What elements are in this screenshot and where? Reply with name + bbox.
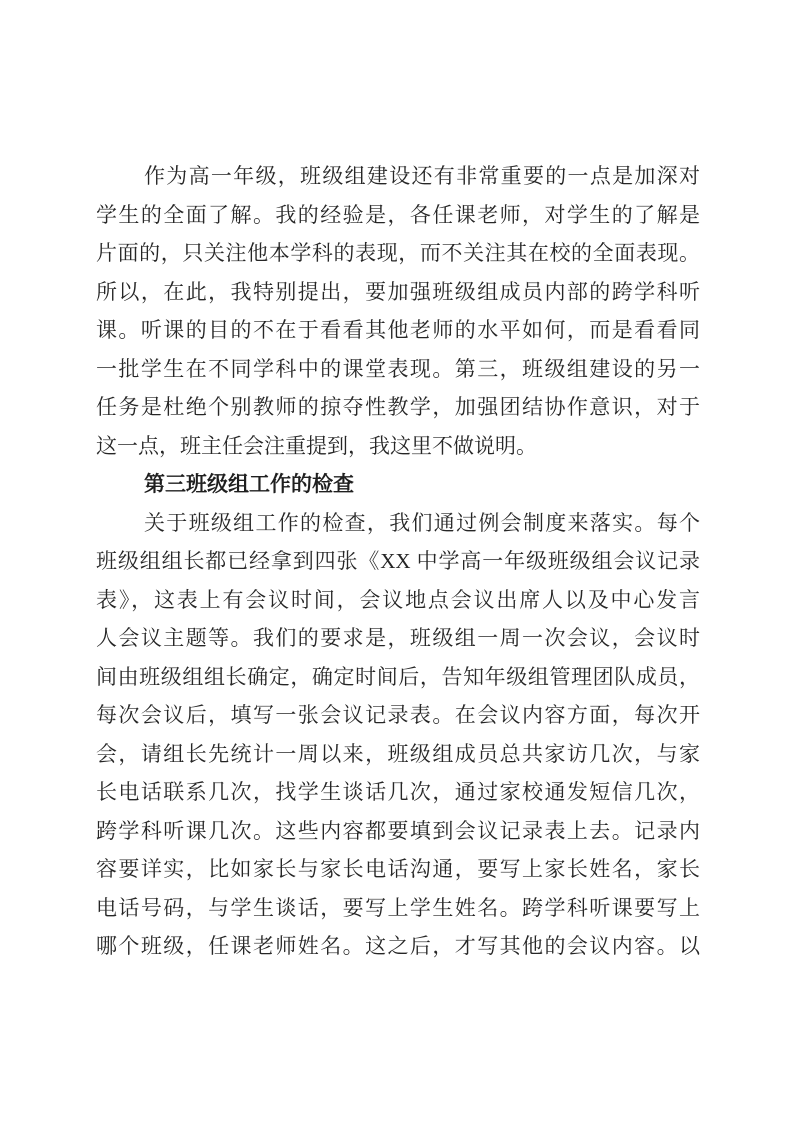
- text-line: 第三班级组工作的检查: [144, 472, 354, 496]
- text-line: 学生的全面了解。我的经验是，各任课老师，对学生的了解是: [96, 202, 700, 227]
- text-line: 所以，在此，我特别提出，要加强班级组成员内部的跨学科听: [96, 279, 700, 304]
- text-line: 会，请组长先统计一周以来，班级组成员总共家访几次，与家: [96, 741, 700, 766]
- paragraph: [96, 504, 700, 966]
- text-line: 班级组组长都已经拿到四张《XX 中学高一年级班级组会议记录: [96, 549, 700, 573]
- text-line: 哪个班级，任课老师姓名。这之后，才写其他的会议内容。以: [96, 934, 700, 958]
- text-line: 作为高一年级，班级组建设还有非常重要的一点是加深对: [144, 164, 700, 188]
- text-line: 一批学生在不同学科中的课堂表现。第三，班级组建设的另一: [96, 356, 700, 381]
- section-heading: [96, 465, 700, 504]
- text-line: 片面的，只关注他本学科的表现，而不关注其在校的全面表现。: [96, 241, 700, 265]
- text-line: 容要详实，比如家长与家长电话沟通，要写上家长姓名，家长: [96, 857, 700, 881]
- text-line: 这一点，班主任会注重提到，我这里不做说明。: [96, 433, 537, 458]
- text-line: 电话号码，与学生谈话，要写上学生姓名。跨学科听课要写上: [96, 895, 700, 920]
- text-line: 间由班级组组长确定，确定时间后，告知年级组管理团队成员，: [96, 664, 700, 689]
- text-line: 人会议主题等。我们的要求是，班级组一周一次会议，会议时: [96, 626, 700, 650]
- text-line: 表》，这表上有会议时间，会议地点会议出席人以及中心发言: [96, 587, 700, 612]
- text-line: 跨学科听课几次。这些内容都要填到会议记录表上去。记录内: [96, 818, 700, 843]
- text-line: 任务是杜绝个别教师的掠夺性教学，加强团结协作意识，对于: [96, 395, 700, 419]
- text-line: 长电话联系几次，找学生谈话几次，通过家校通发短信几次，: [96, 780, 700, 804]
- text-line: 每次会议后，填写一张会议记录表。在会议内容方面，每次开: [96, 703, 700, 727]
- text-line: 课。听课的目的不在于看看其他老师的水平如何，而是看看同: [96, 318, 700, 342]
- document-body: [96, 157, 700, 966]
- text-line: 关于班级组工作的检查，我们通过例会制度来落实。每个: [144, 510, 700, 535]
- paragraph: [96, 157, 700, 465]
